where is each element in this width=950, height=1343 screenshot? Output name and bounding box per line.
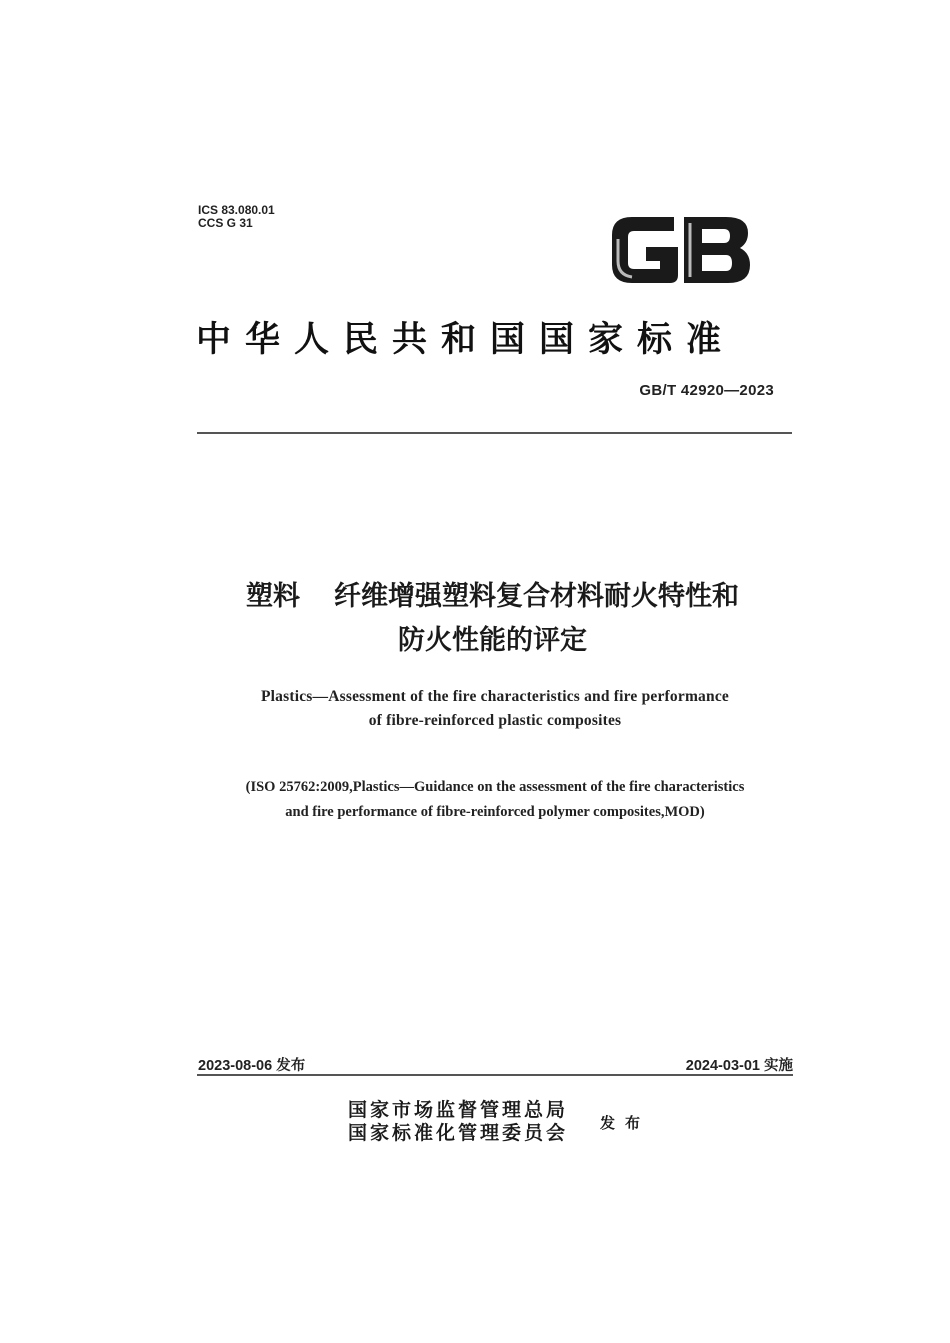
english-document-title [120,685,870,733]
implementation-date: 2024-03-01 实施 [685,1058,793,1074]
authority-sac: 国家标准化管理委员会 [348,1122,569,1144]
chinese-title-prefix: 塑料 [246,581,300,612]
iso-reference [120,775,870,825]
standard-number: GB/T 42920—2023 [639,382,774,399]
ics-code: ICS 83.080.01 [198,203,275,217]
english-title-line-2: of fibre-reinforced plastic composites [368,712,622,729]
issue-date: 2023-08-06 发布 [198,1058,306,1074]
iso-reference-line-2: and fire performance of fibre-reinforced polymer composites,MOD) [285,804,705,820]
gb-logo [608,213,752,287]
header-divider [197,432,792,434]
footer-divider [197,1074,793,1076]
national-standard-title: 中华人民共和国国家标准 [196,319,736,360]
iso-reference-line-1: (ISO 25762:2009,Plastics—Guidance on the assessment of the fire characteristics [245,779,745,795]
chinese-document-title [120,575,865,663]
english-title-line-1: Plastics—Assessment of the fire characteristics and fire performance [260,688,729,705]
publish-label: 发布 [600,1114,651,1132]
gb-logo-icon [608,213,752,287]
chinese-title-line-1 [120,575,865,619]
chinese-title-line-2: 防火性能的评定 [398,625,587,656]
authority-samr: 国家市场监督管理总局 [348,1099,569,1121]
chinese-title-main: 纤维增强塑料复合材料耐火特性和 [334,581,739,612]
issuing-authorities [348,1099,568,1145]
ccs-code: CCS G 31 [198,216,253,230]
classification-codes [198,204,275,230]
